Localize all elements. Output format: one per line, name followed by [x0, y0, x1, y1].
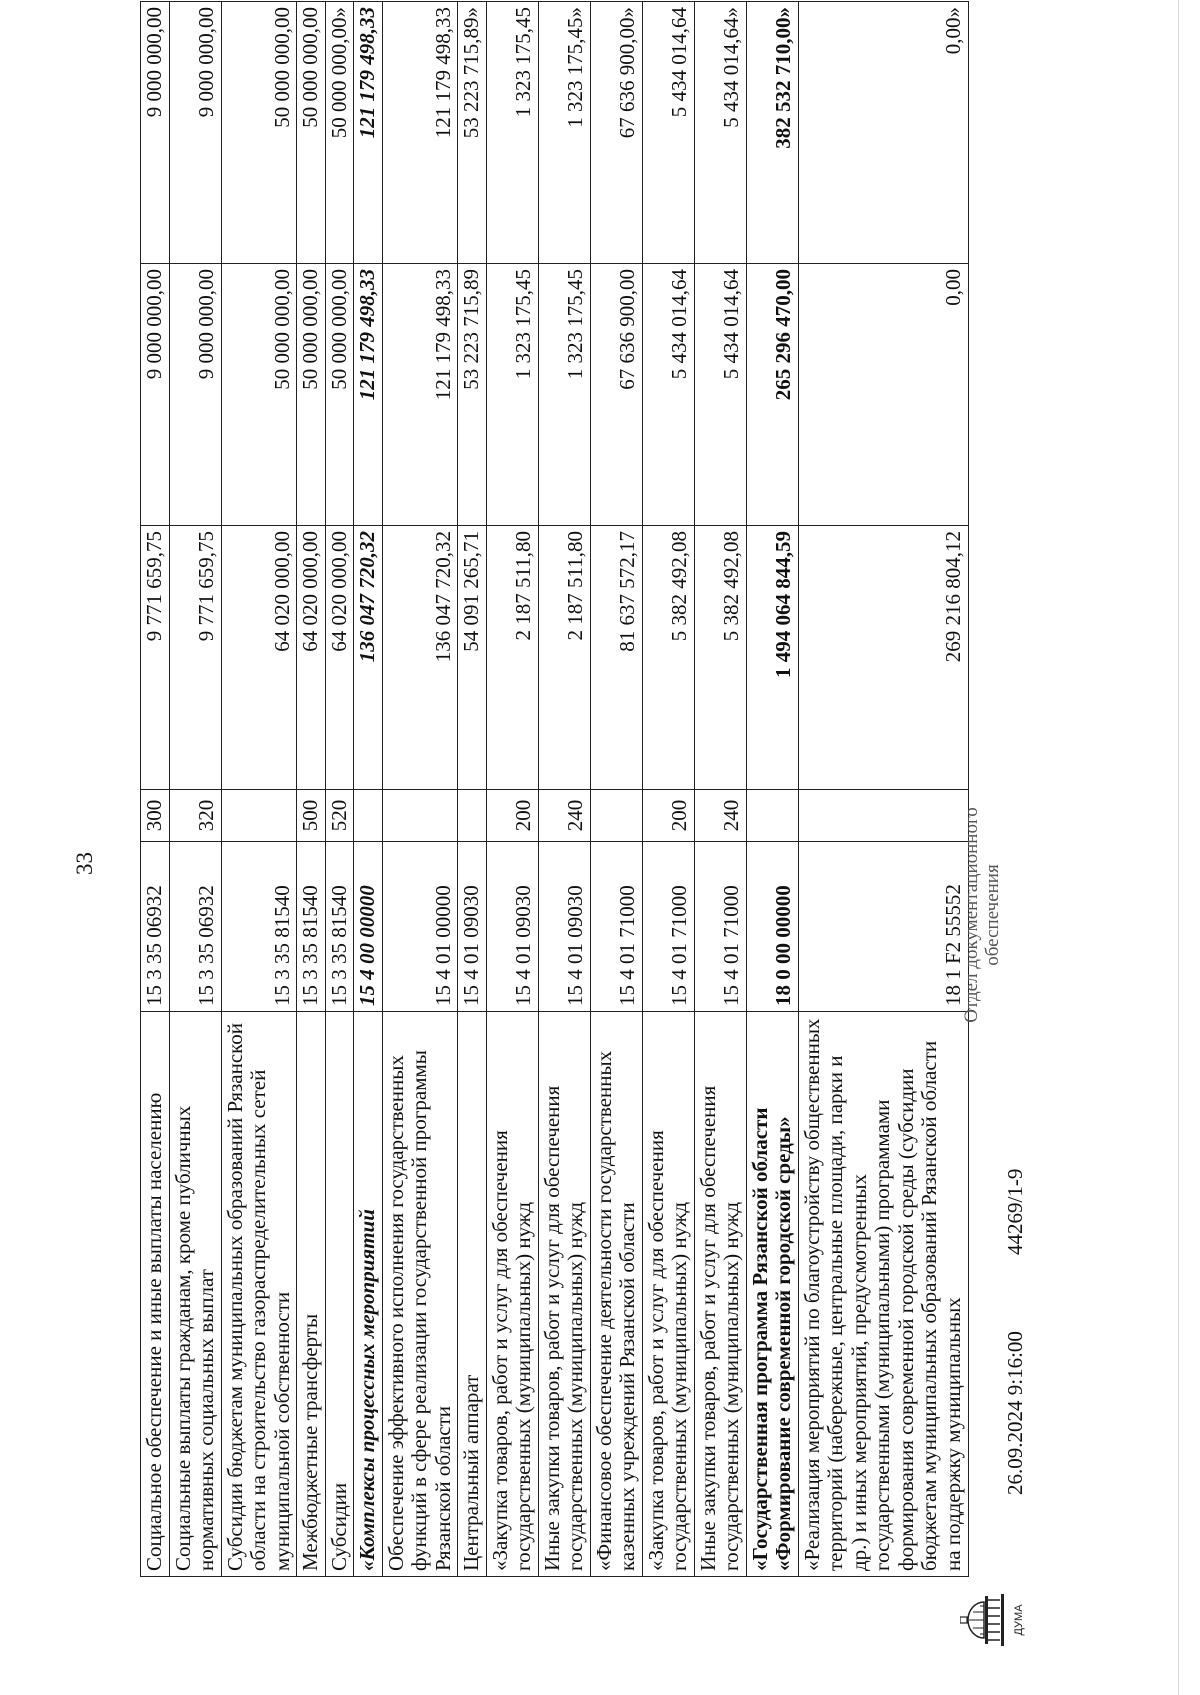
cell-amount-1: 136 047 720,32	[382, 526, 458, 790]
cell-target-article: 15 4 01 00000	[382, 842, 458, 1012]
department-stamp	[962, 800, 1004, 1030]
cell-target-article: 15 4 01 71000	[694, 842, 746, 1012]
cell-expense-type: 200	[642, 790, 694, 842]
cell-amount-1: 9 771 659,75	[141, 526, 170, 790]
cell-name: «Закупка товаров, работ и услуг для обеспечения государственных (муниципальных) нужд	[486, 1012, 538, 1577]
cell-expense-type: 500	[297, 790, 326, 842]
cell-name: «Комплексы процессных мероприятий	[354, 1012, 383, 1577]
cell-amount-1: 64 020 000,00	[221, 526, 297, 790]
table-row	[354, 2, 383, 1577]
cell-amount-3: 1 323 175,45	[486, 2, 538, 264]
cell-target-article: 15 4 01 09030	[538, 842, 590, 1012]
cell-name: Центральный аппарат	[458, 1012, 487, 1577]
cell-target-article: 15 3 35 81540	[221, 842, 297, 1012]
table-row	[798, 2, 968, 1577]
cell-amount-2: 9 000 000,00	[169, 264, 221, 526]
table-row	[382, 2, 458, 1577]
cell-amount-3: 9 000 000,00	[141, 2, 170, 264]
cell-amount-1: 5 382 492,08	[694, 526, 746, 790]
cell-expense-type	[354, 790, 383, 842]
duma-building-icon	[960, 1588, 1008, 1652]
cell-amount-1: 2 187 511,80	[538, 526, 590, 790]
logo-text: ДУМА	[1013, 1604, 1025, 1636]
cell-amount-3: 0,00»	[798, 2, 968, 264]
cell-amount-2: 1 323 175,45	[486, 264, 538, 526]
table-row	[642, 2, 694, 1577]
cell-name: «Реализация мероприятий по благоустройству общественных территорий (набережные, центральные площади, парки и др.) и иных мероприятий, предусмотренных государственными (муниципальными) программами формирования современной городской среды (субсидии бюджетам муниципальных образований Рязанской области на поддержку муниципальных	[798, 1012, 968, 1577]
table-row	[169, 2, 221, 1577]
cell-amount-2: 121 179 498,33	[382, 264, 458, 526]
cell-amount-3: 50 000 000,00	[297, 2, 326, 264]
cell-target-article: 18 0 00 00000	[746, 842, 798, 1012]
cell-expense-type: 300	[141, 790, 170, 842]
scan-edge-line	[1178, 0, 1179, 1695]
cell-amount-3: 1 323 175,45»	[538, 2, 590, 264]
cell-name: «Закупка товаров, работ и услуг для обеспечения государственных (муниципальных) нужд	[642, 1012, 694, 1577]
cell-name: Социальное обеспечение и иные выплаты населению	[141, 1012, 170, 1577]
cell-amount-3: 121 179 498,33	[382, 2, 458, 264]
table-row	[325, 2, 354, 1577]
cell-amount-3: 382 532 710,00»	[746, 2, 798, 264]
table-row	[486, 2, 538, 1577]
cell-amount-3: 67 636 900,00»	[590, 2, 642, 264]
cell-amount-2: 50 000 000,00	[221, 264, 297, 526]
cell-amount-1: 2 187 511,80	[486, 526, 538, 790]
cell-amount-2: 50 000 000,00	[297, 264, 326, 526]
cell-expense-type: 240	[694, 790, 746, 842]
cell-expense-type: 520	[325, 790, 354, 842]
cell-target-article: 15 4 01 09030	[486, 842, 538, 1012]
table-row	[590, 2, 642, 1577]
cell-amount-1: 136 047 720,32	[354, 526, 383, 790]
cell-expense-type	[798, 790, 968, 842]
stamp-line-1: Отдел документационного	[961, 807, 982, 1023]
cell-amount-2: 5 434 014,64	[642, 264, 694, 526]
cell-amount-1: 81 637 572,17	[590, 526, 642, 790]
cell-expense-type: 320	[169, 790, 221, 842]
cell-expense-type	[590, 790, 642, 842]
cell-amount-2: 5 434 014,64	[694, 264, 746, 526]
cell-target-article: 15 4 01 71000	[590, 842, 642, 1012]
table-body	[141, 2, 969, 1577]
cell-amount-2: 53 223 715,89	[458, 264, 487, 526]
cell-name: Социальные выплаты гражданам, кроме публичных нормативных социальных выплат	[169, 1012, 221, 1577]
cell-target-article: 15 3 35 06932	[169, 842, 221, 1012]
cell-name: Обеспечение эффективного исполнения государственных функций в сфере реализации государственной программы Рязанской области	[382, 1012, 458, 1577]
cell-amount-1: 1 494 064 844,59	[746, 526, 798, 790]
cell-amount-2: 9 000 000,00	[141, 264, 170, 526]
cell-expense-type	[746, 790, 798, 842]
cell-amount-3: 9 000 000,00	[169, 2, 221, 264]
cell-amount-2: 50 000 000,00	[325, 264, 354, 526]
cell-amount-2: 67 636 900,00	[590, 264, 642, 526]
cell-amount-1: 54 091 265,71	[458, 526, 487, 790]
cell-amount-3: 50 000 000,00»	[325, 2, 354, 264]
cell-expense-type	[382, 790, 458, 842]
cell-expense-type	[221, 790, 297, 842]
cell-amount-1: 64 020 000,00	[297, 526, 326, 790]
cell-amount-1: 5 382 492,08	[642, 526, 694, 790]
cell-expense-type: 200	[486, 790, 538, 842]
cell-amount-3: 50 000 000,00	[221, 2, 297, 264]
cell-name: Иные закупки товаров, работ и услуг для обеспечения государственных (муниципальных) нужд	[538, 1012, 590, 1577]
table-row	[141, 2, 170, 1577]
cell-amount-3: 5 434 014,64	[642, 2, 694, 264]
cell-name: Субсидии	[325, 1012, 354, 1577]
cell-target-article: 15 4 01 71000	[642, 842, 694, 1012]
cell-amount-2: 0,00	[798, 264, 968, 526]
cell-amount-3: 121 179 498,33	[354, 2, 383, 264]
cell-amount-2: 1 323 175,45	[538, 264, 590, 526]
page-number: 33	[72, 852, 97, 875]
cell-amount-3: 53 223 715,89»	[458, 2, 487, 264]
cell-name: Межбюджетные трансферты	[297, 1012, 326, 1577]
cell-amount-3: 5 434 014,64»	[694, 2, 746, 264]
cell-target-article: 15 4 01 09030	[458, 842, 487, 1012]
cell-target-article: 15 3 35 81540	[325, 842, 354, 1012]
cell-expense-type	[458, 790, 487, 842]
cell-expense-type: 240	[538, 790, 590, 842]
cell-amount-2: 265 296 470,00	[746, 264, 798, 526]
cell-name: Иные закупки товаров, работ и услуг для обеспечения государственных (муниципальных) нужд	[694, 1012, 746, 1577]
stamp-line-2: обеспечения	[981, 864, 1003, 966]
cell-name: «Финансовое обеспечение деятельности государственных казенных учреждений Рязанской области	[590, 1012, 642, 1577]
table-row	[746, 2, 798, 1577]
cell-name: «Государственная программа Рязанской области «Формирование современной городской среды»	[746, 1012, 798, 1577]
table-row	[694, 2, 746, 1577]
print-date: 26.09.2024 9:16:00	[1003, 1331, 1027, 1495]
table-row	[297, 2, 326, 1577]
duma-logo	[960, 1579, 1025, 1661]
cell-target-article: 18 1 F2 55552	[798, 842, 968, 1012]
table-row	[538, 2, 590, 1577]
budget-table	[140, 1, 969, 1577]
cell-name: Субсидии бюджетам муниципальных образований Рязанской области на строительство газораспределительных сетей муниципальной собственности	[221, 1012, 297, 1577]
document-code: 44269/1-9	[1003, 1168, 1027, 1255]
cell-amount-2: 121 179 498,33	[354, 264, 383, 526]
cell-amount-1: 64 020 000,00	[325, 526, 354, 790]
table-row	[458, 2, 487, 1577]
cell-target-article: 15 3 35 06932	[141, 842, 170, 1012]
cell-amount-1: 269 216 804,12	[798, 526, 968, 790]
cell-target-article: 15 3 35 81540	[297, 842, 326, 1012]
cell-amount-1: 9 771 659,75	[169, 526, 221, 790]
cell-target-article: 15 4 00 00000	[354, 842, 383, 1012]
table-row	[221, 2, 297, 1577]
